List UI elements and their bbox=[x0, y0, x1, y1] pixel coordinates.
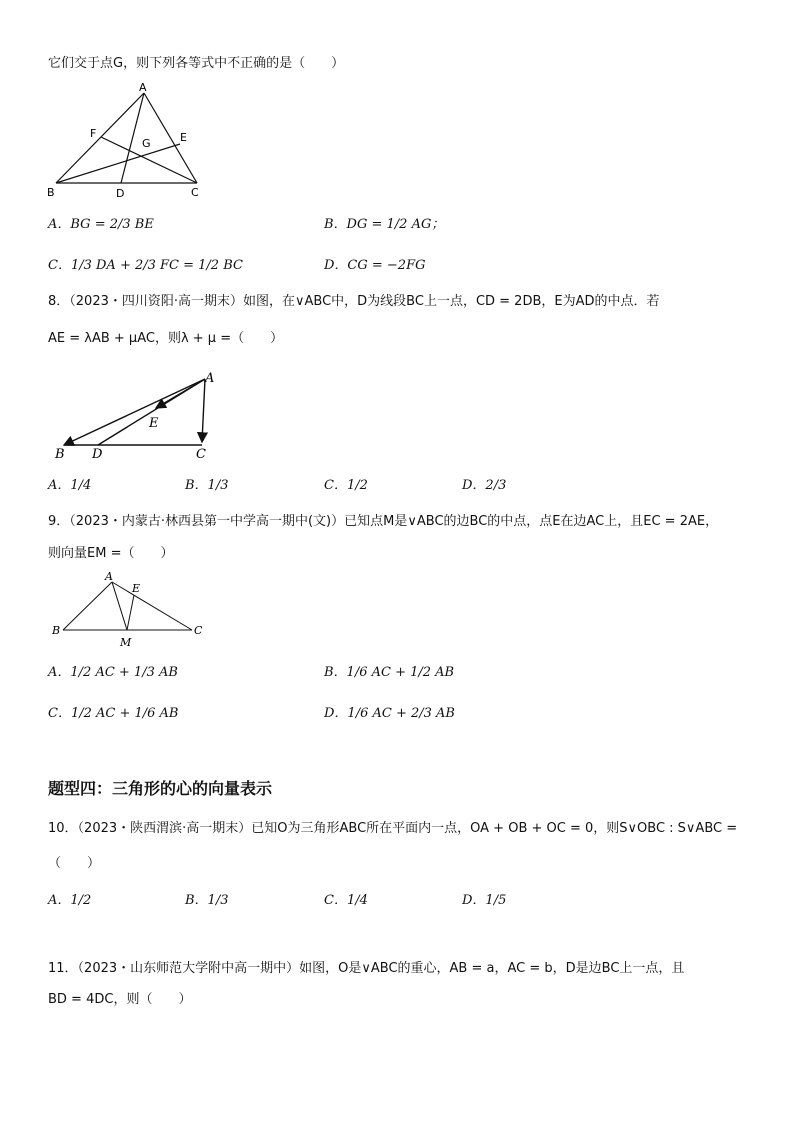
q10-stem2: （ ） bbox=[48, 856, 101, 871]
q9-option-b[interactable]: B．1/6 AC + 1/2 AB bbox=[324, 665, 455, 680]
q7-label-A: A bbox=[139, 81, 147, 94]
q9-label-A: A bbox=[105, 570, 113, 583]
q7-option-d[interactable]: D．CG = −2FG bbox=[324, 258, 426, 273]
q9-option-a[interactable]: A．1/2 AC + 1/3 AB bbox=[48, 665, 178, 680]
q8-option-b[interactable]: B．1/3 bbox=[185, 478, 229, 493]
q8-label-B: B bbox=[55, 447, 65, 462]
q9-figure bbox=[50, 568, 210, 652]
q7-stem: 它们交于点G，则下列各等式中不正确的是（ ） bbox=[48, 56, 345, 71]
q8-label-C: C bbox=[196, 447, 206, 462]
q8-option-c[interactable]: C．1/2 bbox=[324, 478, 368, 493]
q7-option-c[interactable]: C．1/3 DA + 2/3 FC = 1/2 BC bbox=[48, 258, 243, 273]
q9-label-C: C bbox=[194, 624, 203, 637]
q9-option-c[interactable]: C．1/2 AC + 1/6 AB bbox=[48, 706, 179, 721]
q9-label-E: E bbox=[132, 582, 141, 595]
q8-stem: 8．（2023・四川资阳·高一期末）如图，在∨ABC中，D为线段BC上一点，CD = 2DB，E为AD的中点．若 bbox=[48, 294, 660, 309]
q8-figure bbox=[52, 368, 226, 462]
q9-label-M: M bbox=[120, 636, 132, 649]
q9-label-B: B bbox=[52, 624, 61, 637]
q9-stem: 9．（2023・内蒙古·林西县第一中学高一期中(文)）已知点M是∨ABC的边BC的中点，点E在边AC上，且EC = 2AE， bbox=[48, 514, 719, 529]
q8-label-A: A bbox=[205, 371, 215, 386]
q7-label-E: E bbox=[180, 131, 187, 144]
q7-label-F: F bbox=[90, 127, 97, 140]
q8-stem2: AE = λAB + μAC，则λ + μ =（ ） bbox=[48, 331, 284, 346]
q10-stem: 10．（2023・陕西渭滨·高一期末）已知O为三角形ABC所在平面内一点，OA + OB + OC = 0，则S∨OBC : S∨ABC = bbox=[48, 821, 738, 836]
q11-stem2: BD = 4DC，则（ ） bbox=[48, 992, 192, 1007]
q10-option-c[interactable]: C．1/4 bbox=[324, 893, 368, 908]
q8-label-D: D bbox=[92, 447, 103, 462]
section-heading: 题型四：三角形的心的向量表示 bbox=[48, 779, 273, 798]
q7-label-C: C bbox=[191, 186, 199, 199]
q11-stem: 11．（2023・山东师范大学附中高一期中）如图，O是∨ABC的重心，AB = a，AC = b，D是边BC上一点，且 bbox=[48, 961, 685, 976]
q7-label-G: G bbox=[142, 137, 151, 150]
q7-option-b[interactable]: B．DG = 1/2 AG； bbox=[324, 217, 445, 232]
q8-option-a[interactable]: A．1/4 bbox=[48, 478, 92, 493]
q8-option-d[interactable]: D．2/3 bbox=[462, 478, 507, 493]
q9-option-d[interactable]: D．1/6 AC + 2/3 AB bbox=[324, 706, 455, 721]
q7-figure bbox=[44, 80, 214, 202]
q8-label-E: E bbox=[149, 416, 159, 431]
q9-stem2: 则向量EM =（ ） bbox=[48, 546, 174, 561]
q10-option-d[interactable]: D．1/5 bbox=[462, 893, 507, 908]
q7-label-D: D bbox=[116, 187, 125, 200]
q10-option-b[interactable]: B．1/3 bbox=[185, 893, 229, 908]
q7-label-B: B bbox=[47, 186, 55, 199]
q7-option-a[interactable]: A．BG = 2/3 BE bbox=[48, 217, 154, 232]
q10-option-a[interactable]: A．1/2 bbox=[48, 893, 92, 908]
